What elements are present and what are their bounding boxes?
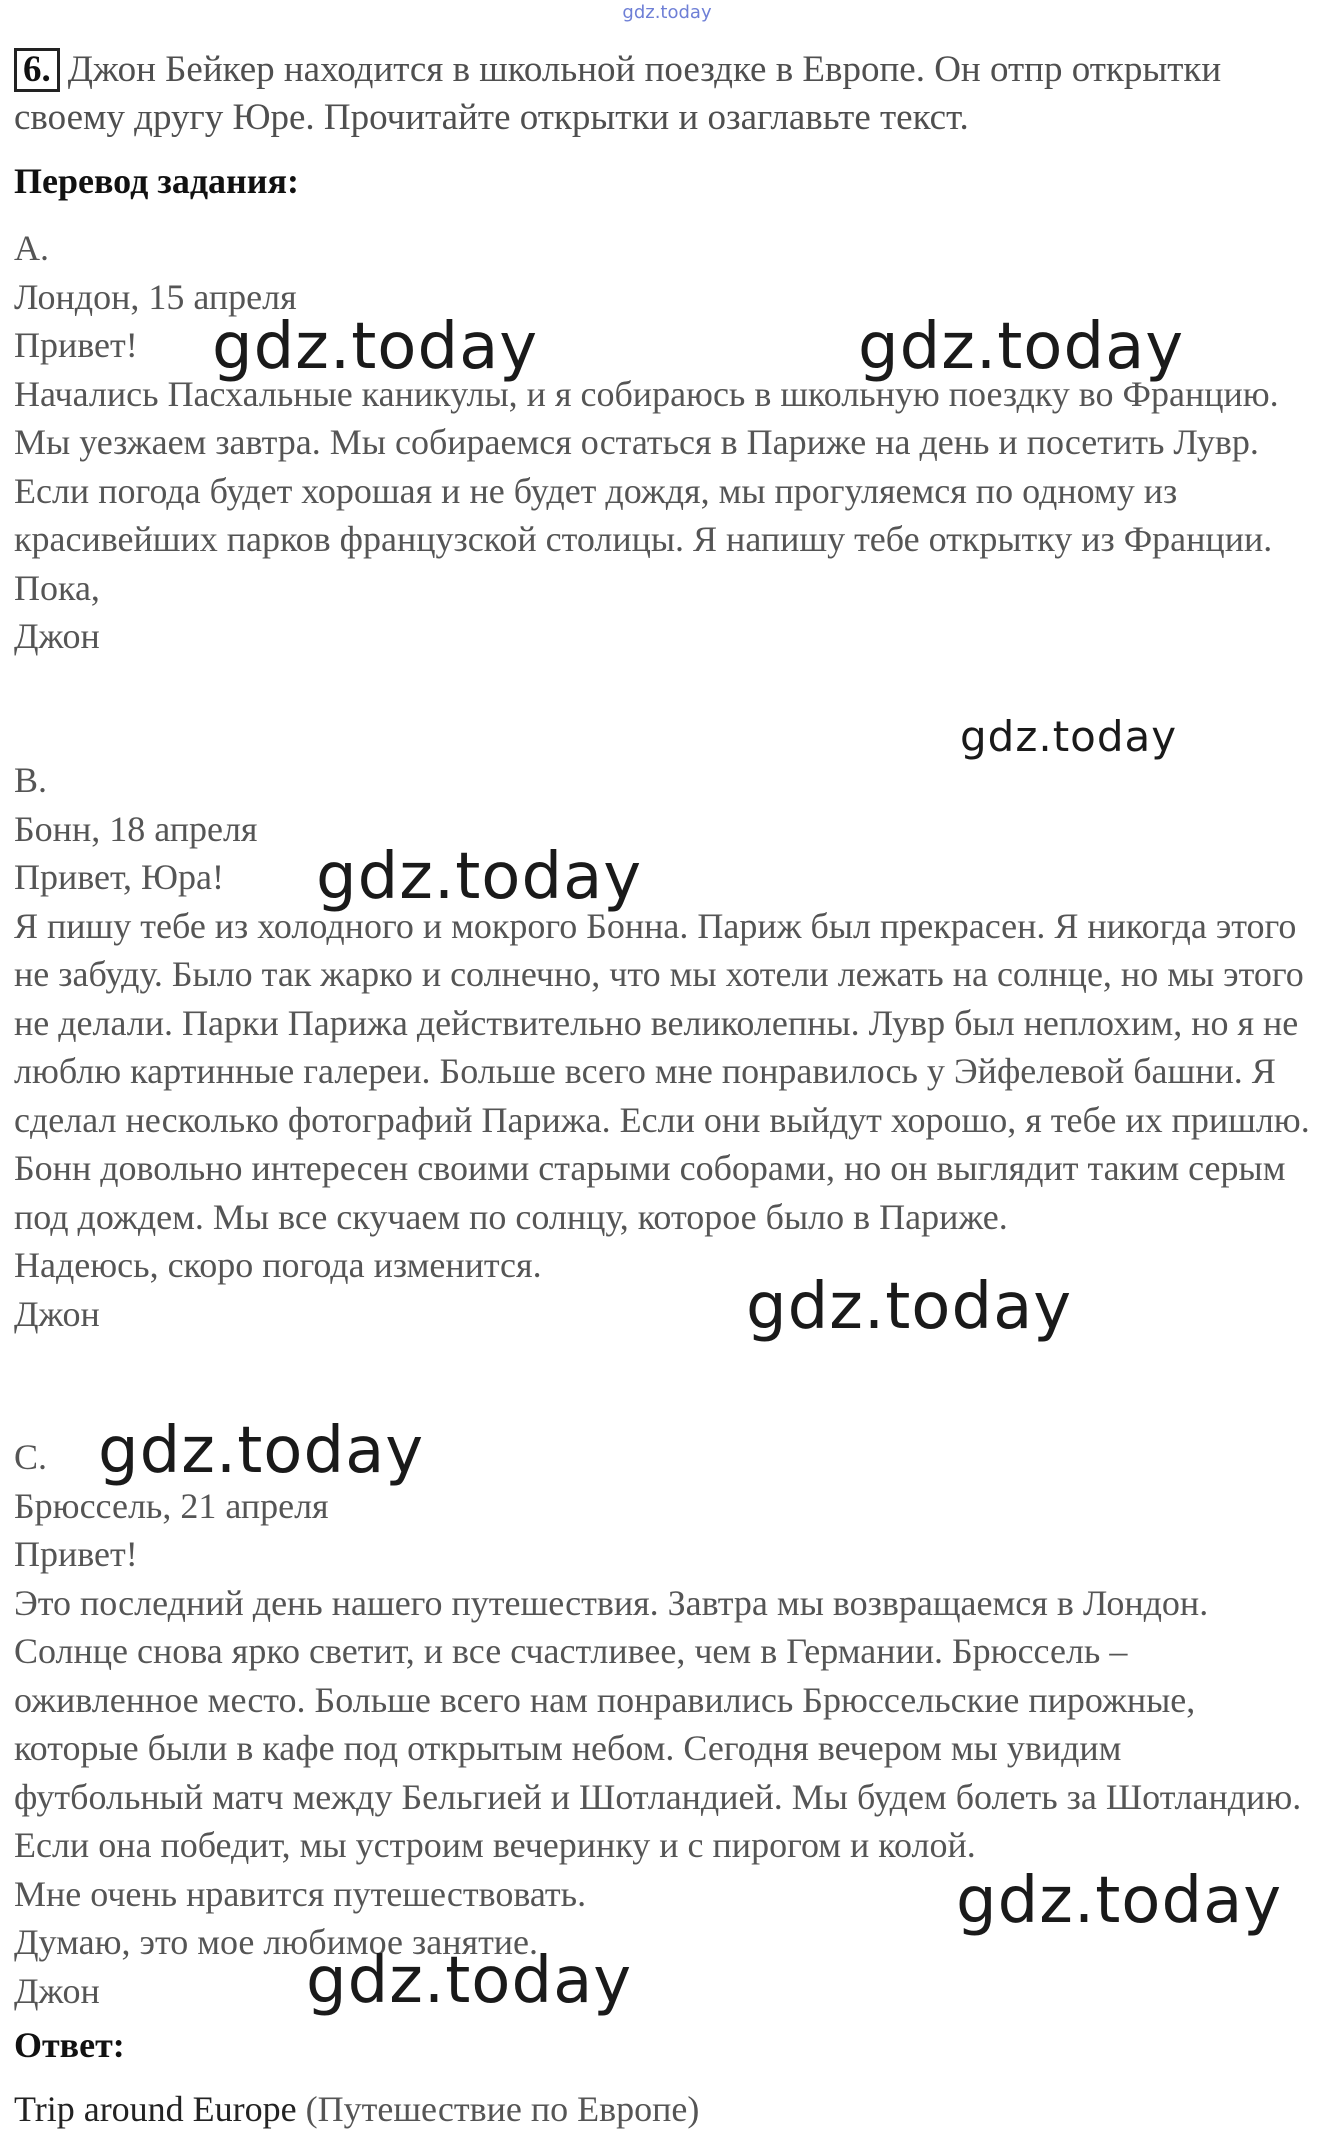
watermark-logo: gdz.today (956, 1864, 1283, 1938)
watermark-logo: gdz.today (960, 712, 1178, 761)
letter-b-body-3: Надеюсь, скоро погода изменится. (14, 1245, 542, 1285)
letter-c-body-2: Мне очень нравится путешествовать. (14, 1873, 587, 1914)
letter-b (14, 756, 1314, 1338)
letter-a-signature: Джон (14, 616, 100, 656)
task-statement (14, 46, 1314, 142)
letter-a-place-date: Лондон, 15 апреля (14, 276, 297, 317)
top-watermark: gdz.today (622, 2, 712, 23)
letter-b-label: B. (14, 760, 48, 800)
letter-c-signature: Джон (14, 1970, 100, 2011)
letter-c-label: C. (14, 1437, 48, 1477)
translation-heading: Перевод задания: (14, 161, 299, 201)
answer-line (14, 2088, 699, 2130)
letter-c-greeting: Привет! (14, 1534, 138, 1574)
letter-b-greeting: Привет, Юра! (14, 857, 225, 897)
letter-b-body-2: Бонн довольно интересен своими старыми соборами, но он выглядит таким серым под дождем. Мы все скучаем по солнцу, которое было в Париже. (14, 1148, 1286, 1237)
letter-b-place-date: Бонн, 18 апреля (14, 808, 258, 849)
letter-a-greeting: Привет! (14, 325, 138, 365)
letter-a (14, 224, 1314, 661)
letter-c-place-date: Брюссель, 21 апреля (14, 1485, 329, 1526)
watermark-logo: gdz.today (306, 1944, 633, 2018)
watermark-logo: gdz.today (746, 1270, 1073, 1344)
task-text: Джон Бейкер находится в школьной поездке в Европе. Он отпр открытки своему другу Юре. Прочитайте открытки и озаглавьте текст. (14, 49, 1222, 138)
watermark-logo: gdz.today (316, 840, 643, 914)
letter-a-closing: Пока, (14, 567, 100, 608)
letter-b-signature: Джон (14, 1293, 100, 1334)
letter-b-body: Я пишу тебе из холодного и мокрого Бонна. Париж был прекрасен. Я никогда этого не забуду. Было так жарко и солнечно, что мы хотели лежать на солнце, но мы этого не делали. Парки Парижа действительно великолепны. Лувр был неплохим, но я не люблю картинные галереи. Больше всего мне понравилось у Эйфелевой башни. Я сделал несколько фотографий Парижа. Если они выйдут хорошо, я тебе их пришлю. (14, 905, 1310, 1140)
watermark-logo: gdz.today (212, 310, 539, 384)
answer-english: Trip around Europe (14, 2089, 297, 2129)
letter-c-body-3: Думаю, это мое любимое занятие. (14, 1922, 539, 1962)
letter-a-body: Начались Пасхальные каникулы, и я собираюсь в школьную поездку во Францию. Мы уезжаем завтра. Мы собираемся остаться в Париже на день и посетить Лувр. Если погода будет хорошая и не будет дождя, мы прогуляемся по одному из красивейших парков французской столицы. Я напишу тебе открытку из Франции. (14, 373, 1279, 559)
task-number: 6. (14, 48, 60, 92)
watermark-logo: gdz.today (98, 1414, 425, 1488)
letter-a-label: A. (14, 228, 49, 268)
watermark-logo: gdz.today (858, 310, 1185, 384)
letter-c-body: Это последний день нашего путешествия. Завтра мы возвращаемся в Лондон. Солнце снова ярко светит, и все счастливее, чем в Германии. Брюссель – оживленное место. Больше всего нам понравились Брюссельские пирожные, которые были в кафе под открытым небом. Сегодня вечером мы увидим футбольный матч между Бельгией и Шотландией. Мы будем болеть за Шотландию. Если она победит, мы устроим вечеринку и с пирогом и колой. (14, 1582, 1302, 1865)
answer-russian: (Путешествие по Европе) (305, 2089, 700, 2129)
answer-heading: Ответ: (14, 2025, 125, 2065)
